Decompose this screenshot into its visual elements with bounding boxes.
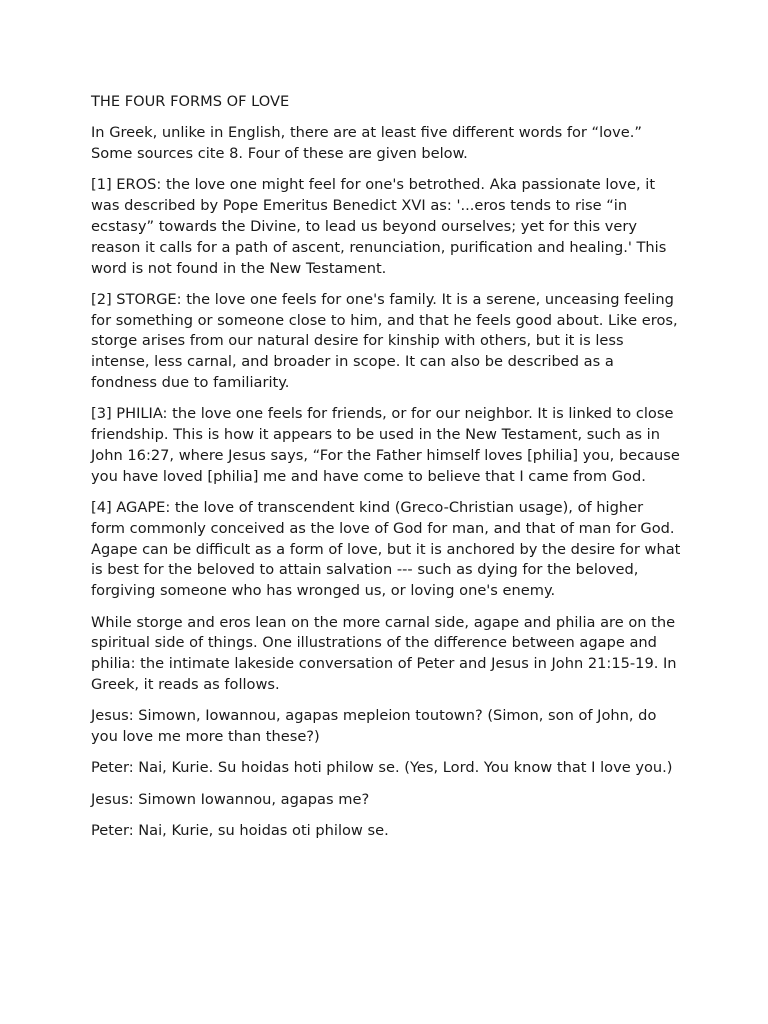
comparison-paragraph: While storge and eros lean on the more carnal side, agape and philia are on the spiritual side of things. One illustrations of the difference between agape and philia: the intimate lakeside conversation of Peter and Jesus in John 21:15-19. In Greek, it reads as follows. <box>91 613 677 693</box>
dialogue-line: Jesus: Simown Iowannou, agapas me? <box>91 790 370 808</box>
document-body <box>91 92 681 852</box>
dialogue-line: Peter: Nai, Kurie. Su hoidas hoti philow se. (Yes, Lord. You know that I love you.) <box>91 759 673 777</box>
dialogue-line: Jesus: Simown, Iowannou, agapas mepleion toutown? (Simon, son of John, do you love me more than these?) <box>91 707 657 746</box>
philia-paragraph: [3] PHILIA: the love one feels for friends, or for our neighbor. It is linked to close friendship. This is how it appears to be used in the New Testament, such as in John 16:27, where Jesus says, “For the Father himself loves [philia] you, because you have loved [philia] me and have come to believe that I came from God. <box>91 405 680 485</box>
agape-paragraph: [4] AGAPE: the love of transcendent kind (Greco-Christian usage), of higher form commonly conceived as the love of God for man, and that of man for God. Agape can be difficult as a form of love, but it is anchored by the desire for what is best for the beloved to attain salvation --- such as dying for the beloved, forgiving someone who has wronged us, or loving one's enemy. <box>91 499 681 600</box>
intro-paragraph: In Greek, unlike in English, there are at least five different words for “love.” Some sources cite 8. Four of these are given below. <box>91 124 642 163</box>
storge-paragraph: [2] STORGE: the love one feels for one's family. It is a serene, unceasing feeling for something or someone close to him, and that he feels good about. Like eros, storge arises from our natural desire for kinship with others, but it is less intense, less carnal, and broader in scope. It can also be described as a fondness due to familiarity. <box>91 290 678 392</box>
document-title: THE FOUR FORMS OF LOVE <box>91 93 290 110</box>
eros-paragraph: [1] EROS: the love one might feel for one's betrothed. Aka passionate love, it was described by Pope Emeritus Benedict XVI as: '...eros tends to rise “in ecstasy” towards the Divine, to lead us beyond ourselves; yet for this very reason it calls for a path of ascent, renunciation, purification and healing.' This word is not found in the New Testament. <box>91 176 667 277</box>
dialogue-line: Peter: Nai, Kurie, su hoidas oti philow se. <box>91 821 389 839</box>
